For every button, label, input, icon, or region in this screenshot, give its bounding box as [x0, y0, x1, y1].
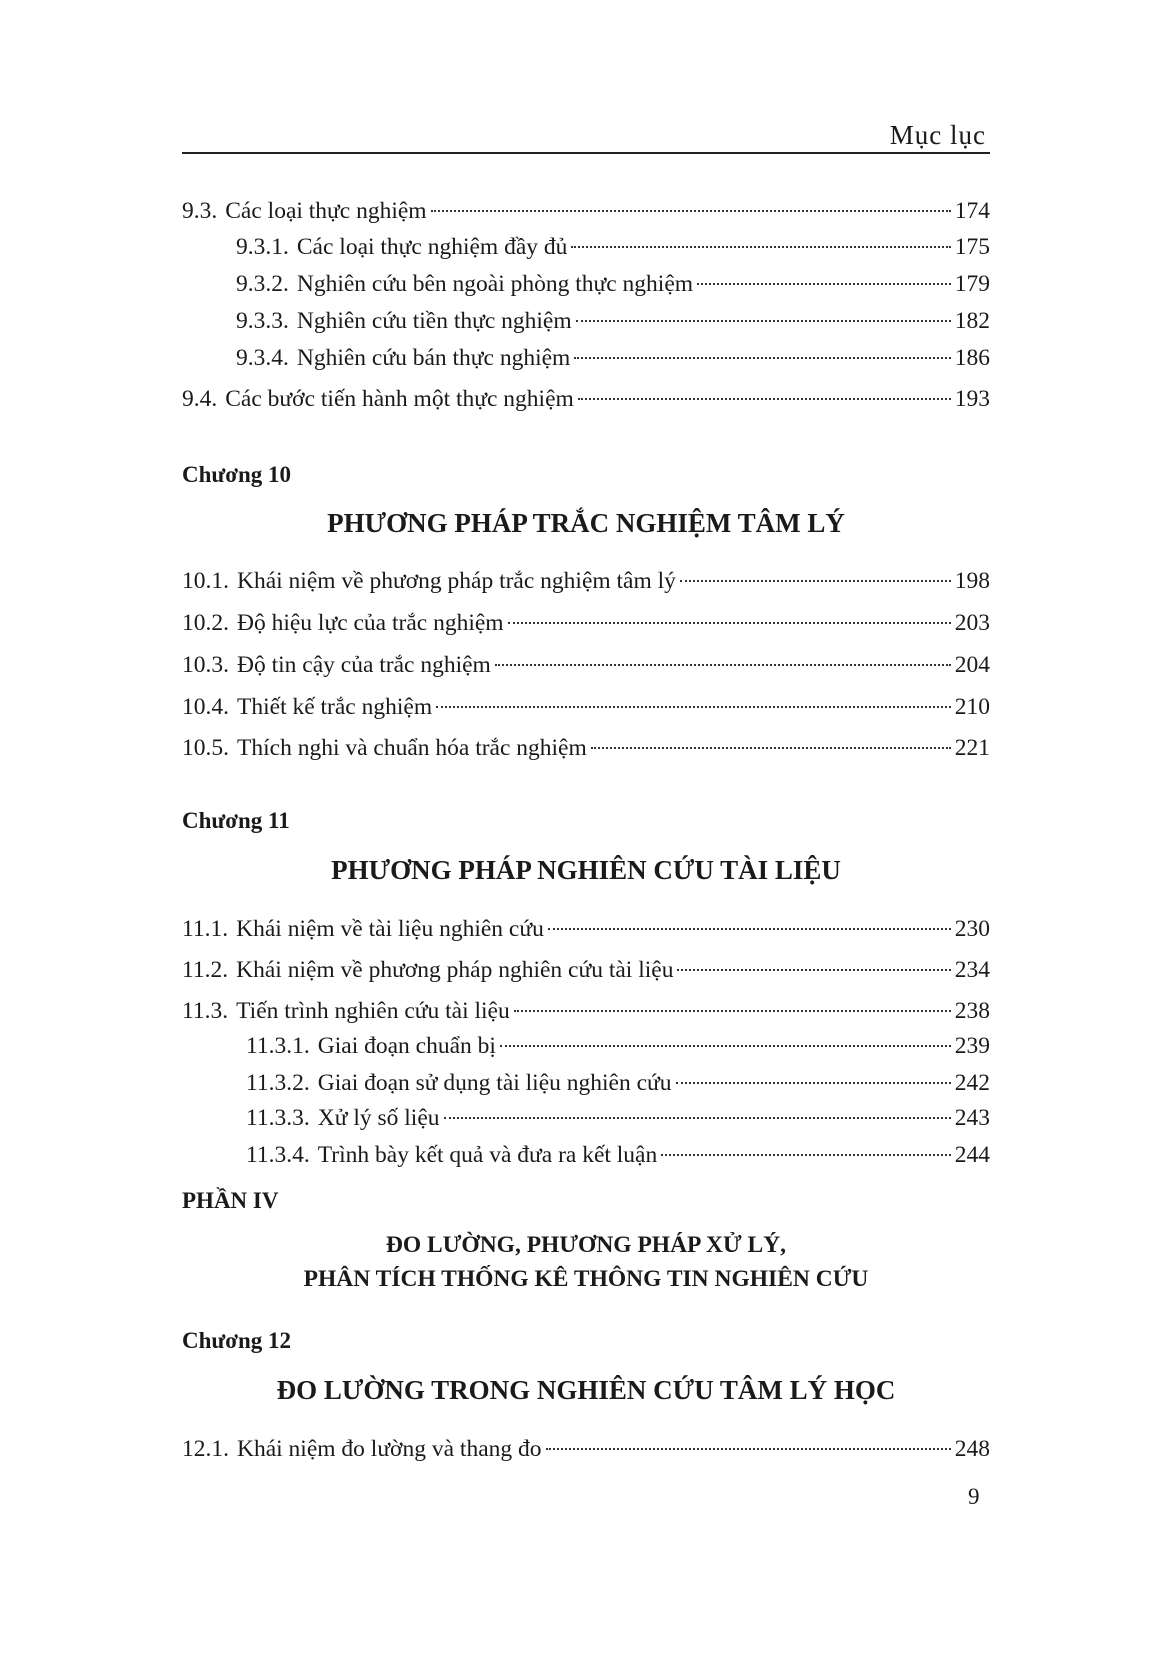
- toc-entry-number: 11.3.2.: [246, 1070, 310, 1096]
- chapter-title: ĐO LƯỜNG TRONG NGHIÊN CỨU TÂM LÝ HỌC: [276, 1375, 896, 1405]
- toc-entry-number: 9.3.2.: [236, 271, 289, 297]
- toc-entry[interactable]: [236, 306, 990, 336]
- toc-leader-dots: [676, 1082, 951, 1084]
- toc-leader-dots: [495, 664, 951, 666]
- toc-entry-number: 9.3.3.: [236, 308, 289, 334]
- toc-entry[interactable]: [182, 196, 990, 226]
- toc-entry[interactable]: [182, 996, 990, 1026]
- toc-entry-page: 238: [954, 998, 990, 1024]
- toc-entry-title: Các bước tiến hành một thực nghiệm: [225, 386, 574, 412]
- toc-entry-title: Khái niệm về phương pháp nghiên cứu tài liệu: [236, 957, 674, 983]
- toc-entry[interactable]: [182, 384, 990, 414]
- toc-entry-page: 179: [954, 271, 990, 297]
- toc-leader-dots: [571, 246, 950, 248]
- toc-entry-page: 242: [954, 1070, 990, 1096]
- toc-leader-dots: [431, 210, 951, 212]
- toc-entry-title: Độ tin cậy của trắc nghiệm: [237, 652, 491, 678]
- toc-leader-dots: [574, 357, 950, 359]
- toc-entry-title: Thiết kế trắc nghiệm: [237, 694, 433, 720]
- toc-entry-number: 10.3.: [182, 652, 229, 678]
- toc-entry-title: Xử lý số liệu: [317, 1105, 440, 1131]
- toc-entry-page: 243: [954, 1105, 990, 1131]
- toc-entry-page: 174: [954, 198, 990, 224]
- toc-entry-page: 203: [954, 610, 990, 636]
- toc-entry-number: 10.2.: [182, 610, 229, 636]
- toc-entry[interactable]: [236, 269, 990, 299]
- toc-entry-title: Giai đoạn sử dụng tài liệu nghiên cứu: [317, 1070, 672, 1096]
- toc-leader-dots: [680, 580, 951, 582]
- toc-entry[interactable]: [236, 232, 990, 262]
- header-title: Mục lục: [889, 120, 986, 150]
- toc-entry-title: Khái niệm về tài liệu nghiên cứu: [236, 916, 544, 942]
- toc-entry-page: 248: [954, 1436, 990, 1462]
- toc-entry-title: Nghiên cứu tiền thực nghiệm: [296, 308, 572, 334]
- part-label: PHẦN IV: [182, 1188, 279, 1213]
- toc-entry[interactable]: [182, 566, 990, 596]
- toc-entry-title: Các loại thực nghiệm đầy đủ: [296, 234, 568, 260]
- toc-entry-title: Nghiên cứu bán thực nghiệm: [296, 345, 571, 371]
- chapter-label: Chương 12: [182, 1328, 291, 1353]
- toc-leader-dots: [514, 1010, 951, 1012]
- toc-entry[interactable]: [182, 692, 990, 722]
- toc-leader-dots: [591, 747, 951, 749]
- toc-entry-page: 204: [954, 652, 990, 678]
- toc-entry-page: 175: [954, 234, 990, 260]
- toc-entry[interactable]: [182, 608, 990, 638]
- toc-entry[interactable]: [246, 1140, 990, 1170]
- toc-entry-number: 9.3.1.: [236, 234, 289, 260]
- page-number: 9: [968, 1484, 980, 1509]
- chapter-label: Chương 10: [182, 462, 291, 487]
- toc-entry[interactable]: [246, 1103, 990, 1133]
- chapter-title: PHƯƠNG PHÁP TRẮC NGHIỆM TÂM LÝ: [327, 508, 845, 538]
- toc-entry[interactable]: [246, 1068, 990, 1098]
- toc-leader-dots: [444, 1117, 951, 1119]
- toc-entry-title: Các loại thực nghiệm: [225, 198, 427, 224]
- toc-entry[interactable]: [182, 1434, 990, 1464]
- toc-entry-number: 10.1.: [182, 568, 229, 594]
- toc-entry-title: Tiến trình nghiên cứu tài liệu: [236, 998, 510, 1024]
- toc-entry-number: 10.5.: [182, 735, 229, 761]
- toc-entry[interactable]: [182, 650, 990, 680]
- toc-entry-number: 11.3.: [182, 998, 229, 1024]
- toc-entry-page: 239: [954, 1033, 990, 1059]
- toc-entry-page: 244: [954, 1142, 990, 1168]
- toc-leader-dots: [661, 1154, 951, 1156]
- toc-entry[interactable]: [246, 1031, 990, 1061]
- toc-leader-dots: [578, 398, 951, 400]
- toc-leader-dots: [546, 1448, 951, 1450]
- toc-entry-title: Giai đoạn chuẩn bị: [317, 1033, 496, 1059]
- toc-entry-page: 182: [954, 308, 990, 334]
- toc-entry-title: Nghiên cứu bên ngoài phòng thực nghiệm: [296, 271, 694, 297]
- toc-entry-number: 11.1.: [182, 916, 229, 942]
- toc-entry-number: 11.3.4.: [246, 1142, 310, 1168]
- toc-entry-number: 11.2.: [182, 957, 229, 983]
- toc-entry-number: 9.3.: [182, 198, 218, 224]
- toc-entry[interactable]: [236, 343, 990, 373]
- toc-leader-dots: [436, 706, 951, 708]
- chapter-title: PHƯƠNG PHÁP NGHIÊN CỨU TÀI LIỆU: [331, 855, 841, 885]
- toc-entry-page: 186: [954, 345, 990, 371]
- toc-leader-dots: [677, 969, 950, 971]
- part-title-line-2: PHÂN TÍCH THỐNG KÊ THÔNG TIN NGHIÊN CỨU: [303, 1266, 869, 1292]
- toc-entry[interactable]: [182, 914, 990, 944]
- part-title-line-1: ĐO LƯỜNG, PHƯƠNG PHÁP XỬ LÝ,: [385, 1232, 787, 1258]
- toc-leader-dots: [508, 622, 951, 624]
- toc-entry-number: 10.4.: [182, 694, 229, 720]
- toc-entry-page: 221: [954, 735, 990, 761]
- toc-entry-title: Trình bày kết quả và đưa ra kết luận: [317, 1142, 658, 1168]
- chapter-label: Chương 11: [182, 808, 290, 833]
- toc-entry-number: 11.3.3.: [246, 1105, 310, 1131]
- toc-leader-dots: [548, 928, 951, 930]
- toc-entry-page: 210: [954, 694, 990, 720]
- toc-entry[interactable]: [182, 955, 990, 985]
- running-header: [182, 116, 990, 154]
- toc-leader-dots: [576, 320, 951, 322]
- toc-entry-title: Thích nghi và chuẩn hóa trắc nghiệm: [237, 735, 587, 761]
- toc-entry-title: Khái niệm về phương pháp trắc nghiệm tâm lý: [237, 568, 676, 594]
- toc-entry-number: 9.3.4.: [236, 345, 289, 371]
- toc-entry-number: 11.3.1.: [246, 1033, 310, 1059]
- toc-entry-page: 234: [954, 957, 990, 983]
- toc-leader-dots: [500, 1045, 951, 1047]
- toc-leader-dots: [697, 283, 951, 285]
- toc-entry-number: 12.1.: [182, 1436, 229, 1462]
- toc-entry-title: Khái niệm đo lường và thang đo: [237, 1436, 542, 1462]
- toc-entry-number: 9.4.: [182, 386, 218, 412]
- toc-entry-title: Độ hiệu lực của trắc nghiệm: [237, 610, 504, 636]
- toc-entry-page: 230: [954, 916, 990, 942]
- toc-entry[interactable]: [182, 733, 990, 763]
- toc-entry-page: 193: [954, 386, 990, 412]
- toc-entry-page: 198: [954, 568, 990, 594]
